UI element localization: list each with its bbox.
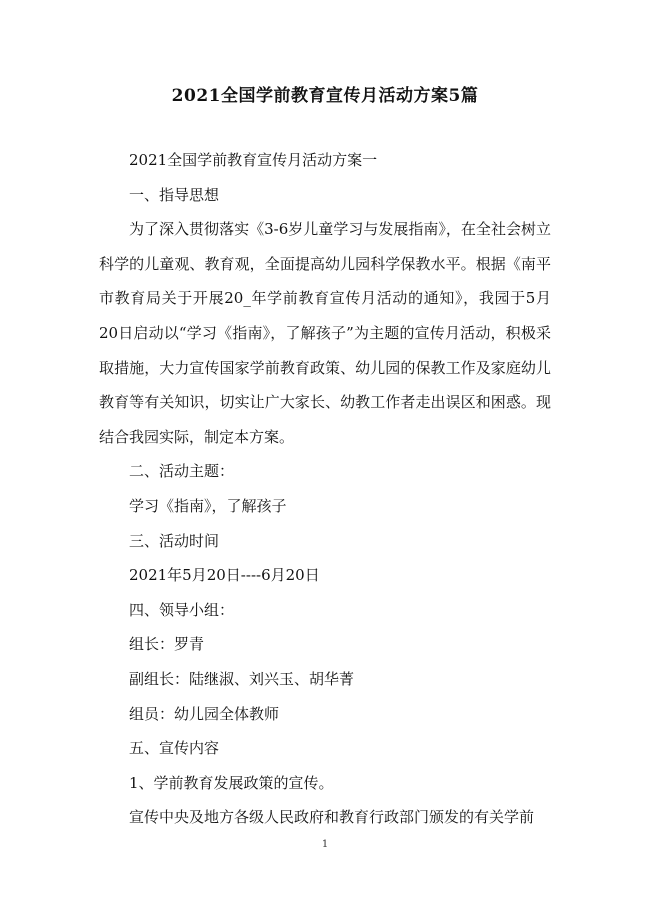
guiding-ideology-paragraph: 为了深入贯彻落实《3-6岁儿童学习与发展指南》，在全社会树立科学的儿童观、教育观，全面提高幼儿园科学保教水平。根据《南平市教育局关于开展20_年学前教育宣传月活动的通知》，我园于5月20日启动以“学习《指南》，了解孩子”为主题的宣传月活动，积极采取措施，大力宣传国家学前教育政策、幼儿园的保教工作及家庭幼儿教育等有关知识，切实让广大家长、幼教工作者走出误区和困惑。现结合我园实际，制定本方案。 <box>99 220 551 446</box>
section-heading-activity-time: 三、活动时间 <box>129 531 220 550</box>
content-item-1-text: 宣传中央及地方各级人民政府和教育行政部门颁发的有关学前 <box>129 808 535 827</box>
section-heading-publicity-content: 五、宣传内容 <box>129 739 220 758</box>
activity-time-text: 2021年5月20日----6月20日 <box>129 566 320 585</box>
plan-subtitle: 2021全国学前教育宣传月活动方案一 <box>129 151 378 169</box>
content-item-1-heading: 1、学前教育发展政策的宣传。 <box>129 773 334 792</box>
document-title: 2021全国学前教育宣传月活动方案5篇 <box>171 86 479 106</box>
section-heading-guiding-ideology: 一、指导思想 <box>129 185 220 204</box>
section-heading-activity-theme: 二、活动主题： <box>129 462 235 481</box>
group-leader: 组长：罗青 <box>129 635 205 654</box>
section-heading-leadership-group: 四、领导小组： <box>129 600 235 619</box>
activity-theme-text: 学习《指南》，了解孩子 <box>129 496 287 515</box>
group-members: 组员：幼儿园全体教师 <box>129 704 280 723</box>
page-number: 1 <box>321 839 329 850</box>
document-body <box>99 143 551 835</box>
deputy-leaders: 副组长：陆继淑、刘兴玉、胡华菁 <box>129 669 355 688</box>
